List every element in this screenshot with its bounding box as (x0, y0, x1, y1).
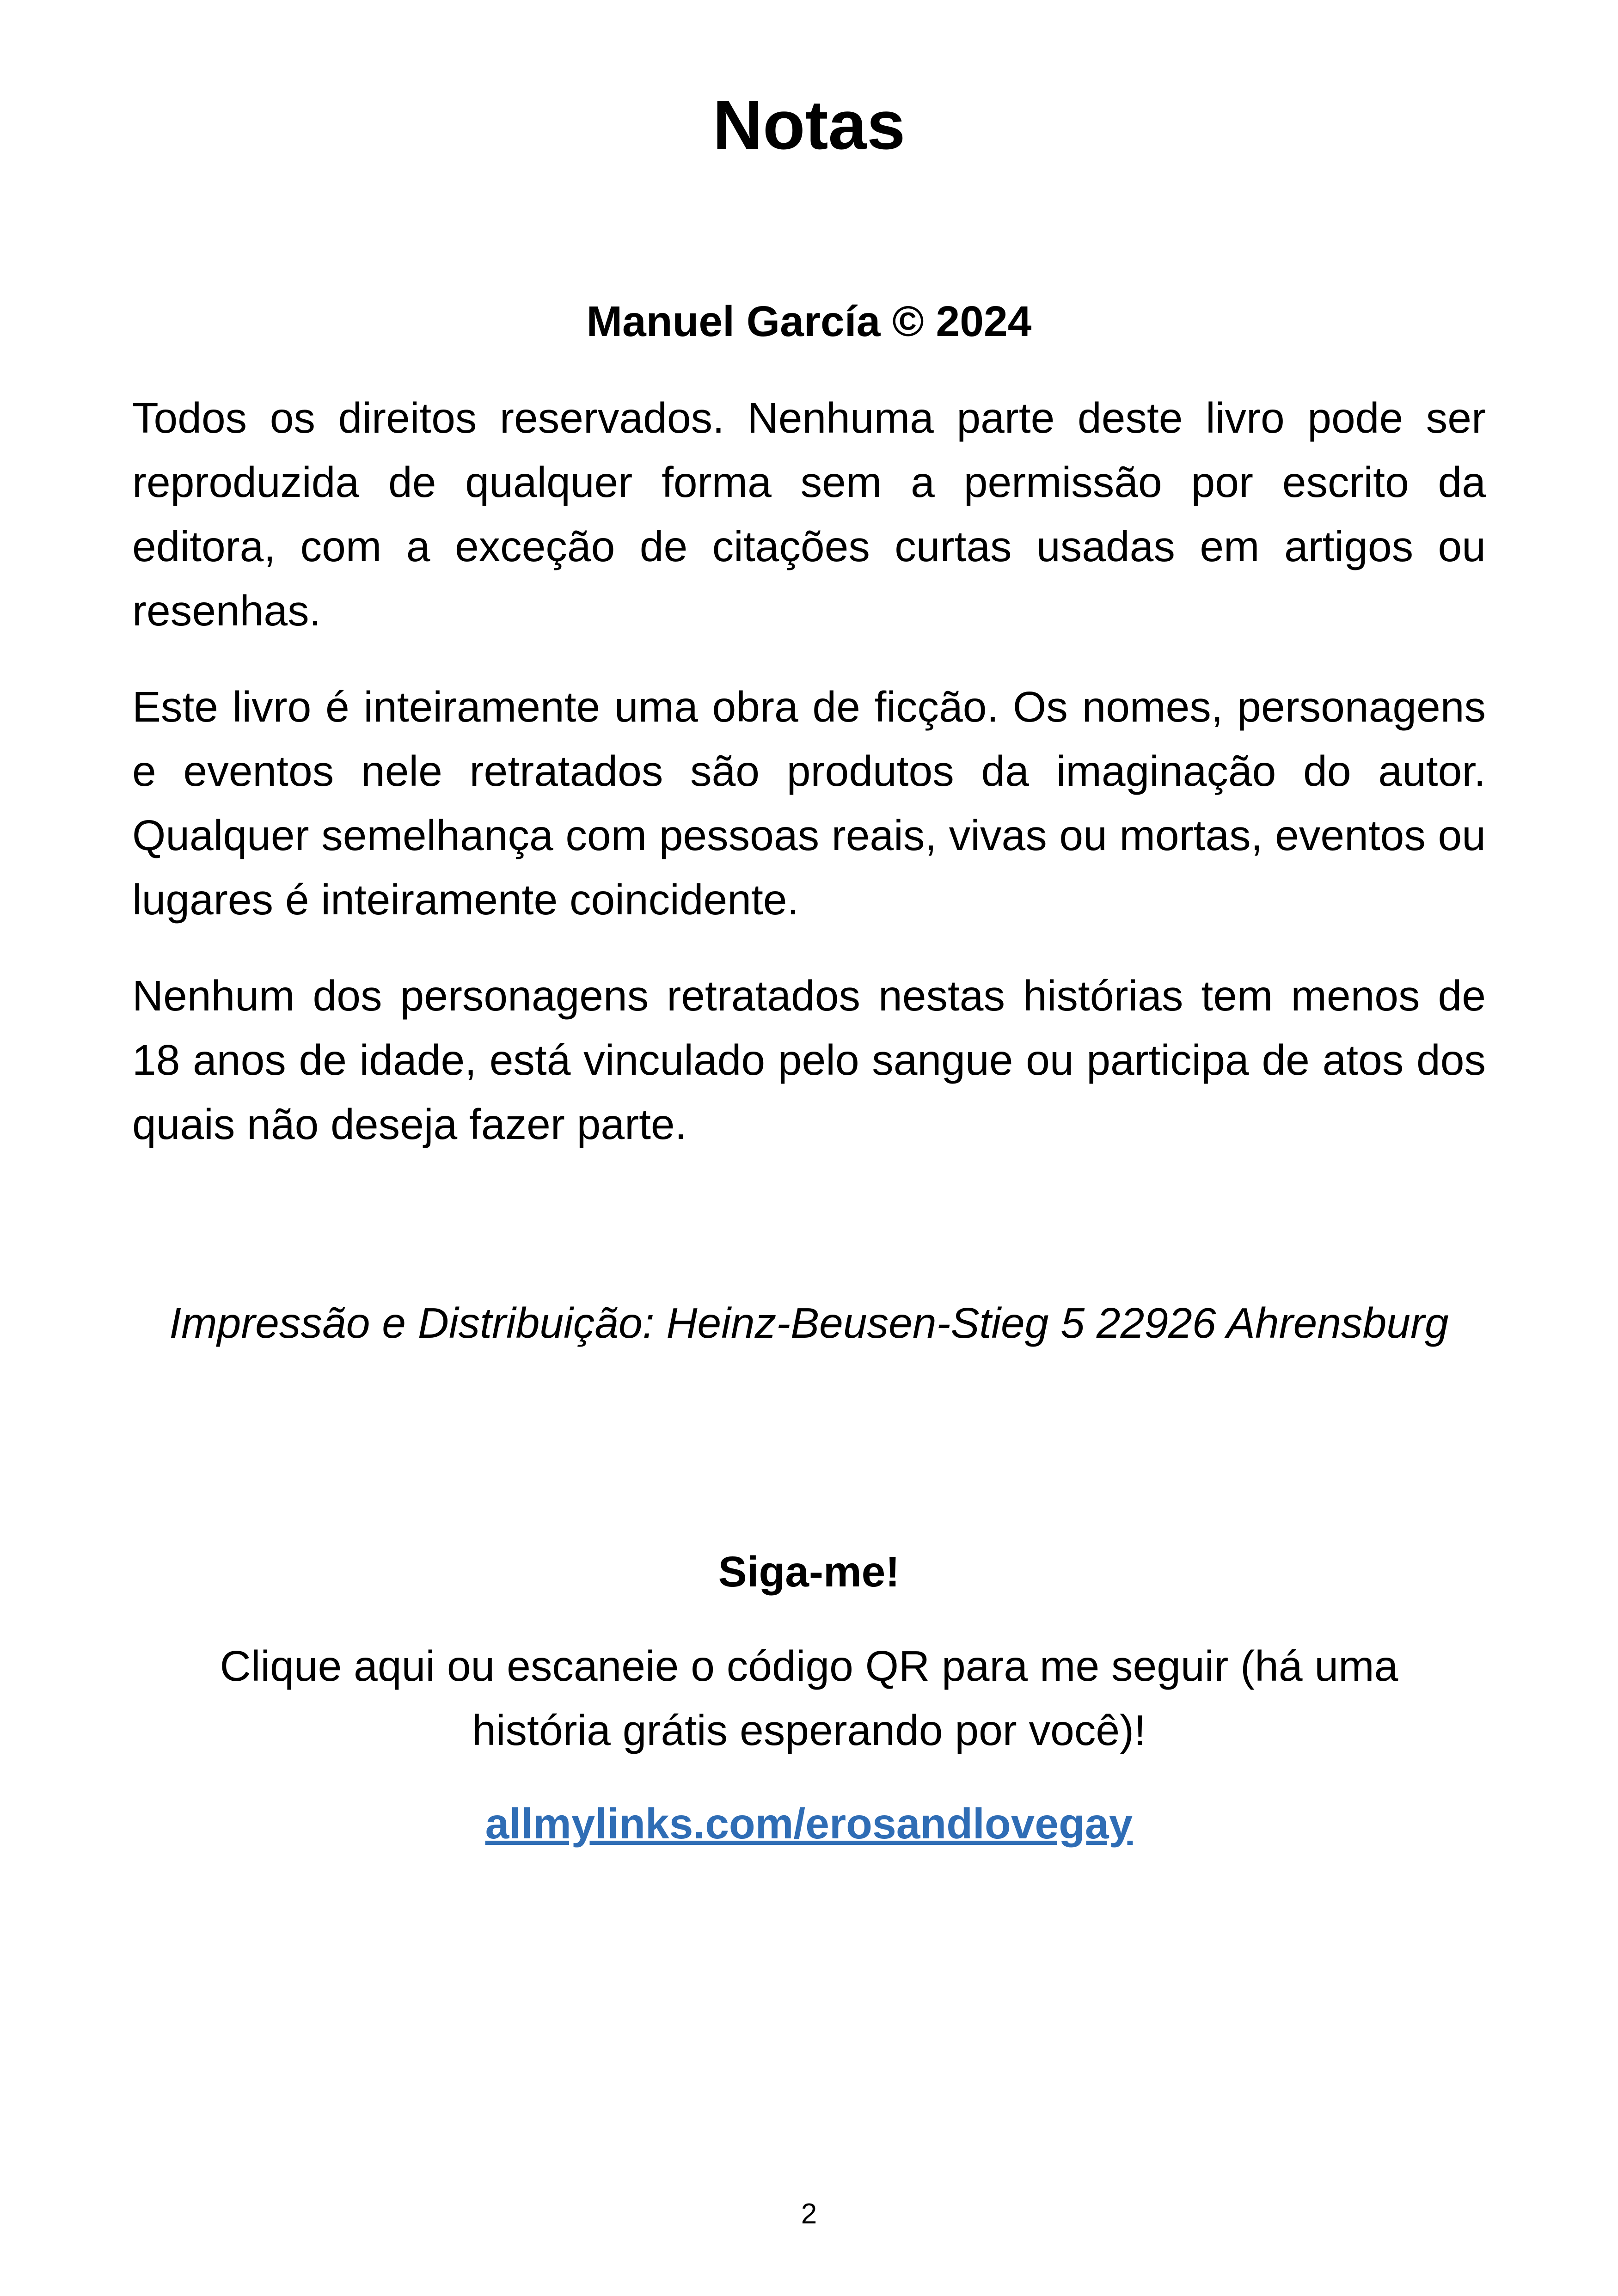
follow-text: Clique aqui ou escaneie o código QR para me seguir (há uma história grátis esperando por você)! (220, 1642, 1398, 1754)
follow-link[interactable]: allmylinks.com/erosandlovegay (485, 1800, 1133, 1848)
fiction-disclaimer-paragraph: Este livro é inteiramente uma obra de ficção. Os nomes, personagens e eventos nele retratados são produtos da imaginação do autor. Qualquer semelhança com pessoas reais, vivas ou mortas, eventos ou lugares é inteiramente coincidente. (132, 683, 1486, 924)
page-number: 2 (801, 2198, 817, 2230)
follow-heading: Siga-me! (718, 1548, 900, 1596)
rights-paragraph: Todos os direitos reservados. Nenhuma parte deste livro pode ser reproduzida de qualquer forma sem a permissão por escrito da editora, com a exceção de citações curtas usadas em artigos ou resenhas. (132, 394, 1486, 635)
page-title: Notas (712, 86, 906, 164)
copyright-line: Manuel García © 2024 (586, 297, 1032, 345)
imprint-address: Impressão e Distribuição: Heinz-Beusen-Stieg 5 22926 Ahrensburg (169, 1299, 1449, 1347)
age-disclaimer-paragraph: Nenhum dos personagens retratados nestas histórias tem menos de 18 anos de idade, está vinculado pelo sangue ou participa de atos dos quais não deseja fazer parte. (132, 972, 1486, 1148)
